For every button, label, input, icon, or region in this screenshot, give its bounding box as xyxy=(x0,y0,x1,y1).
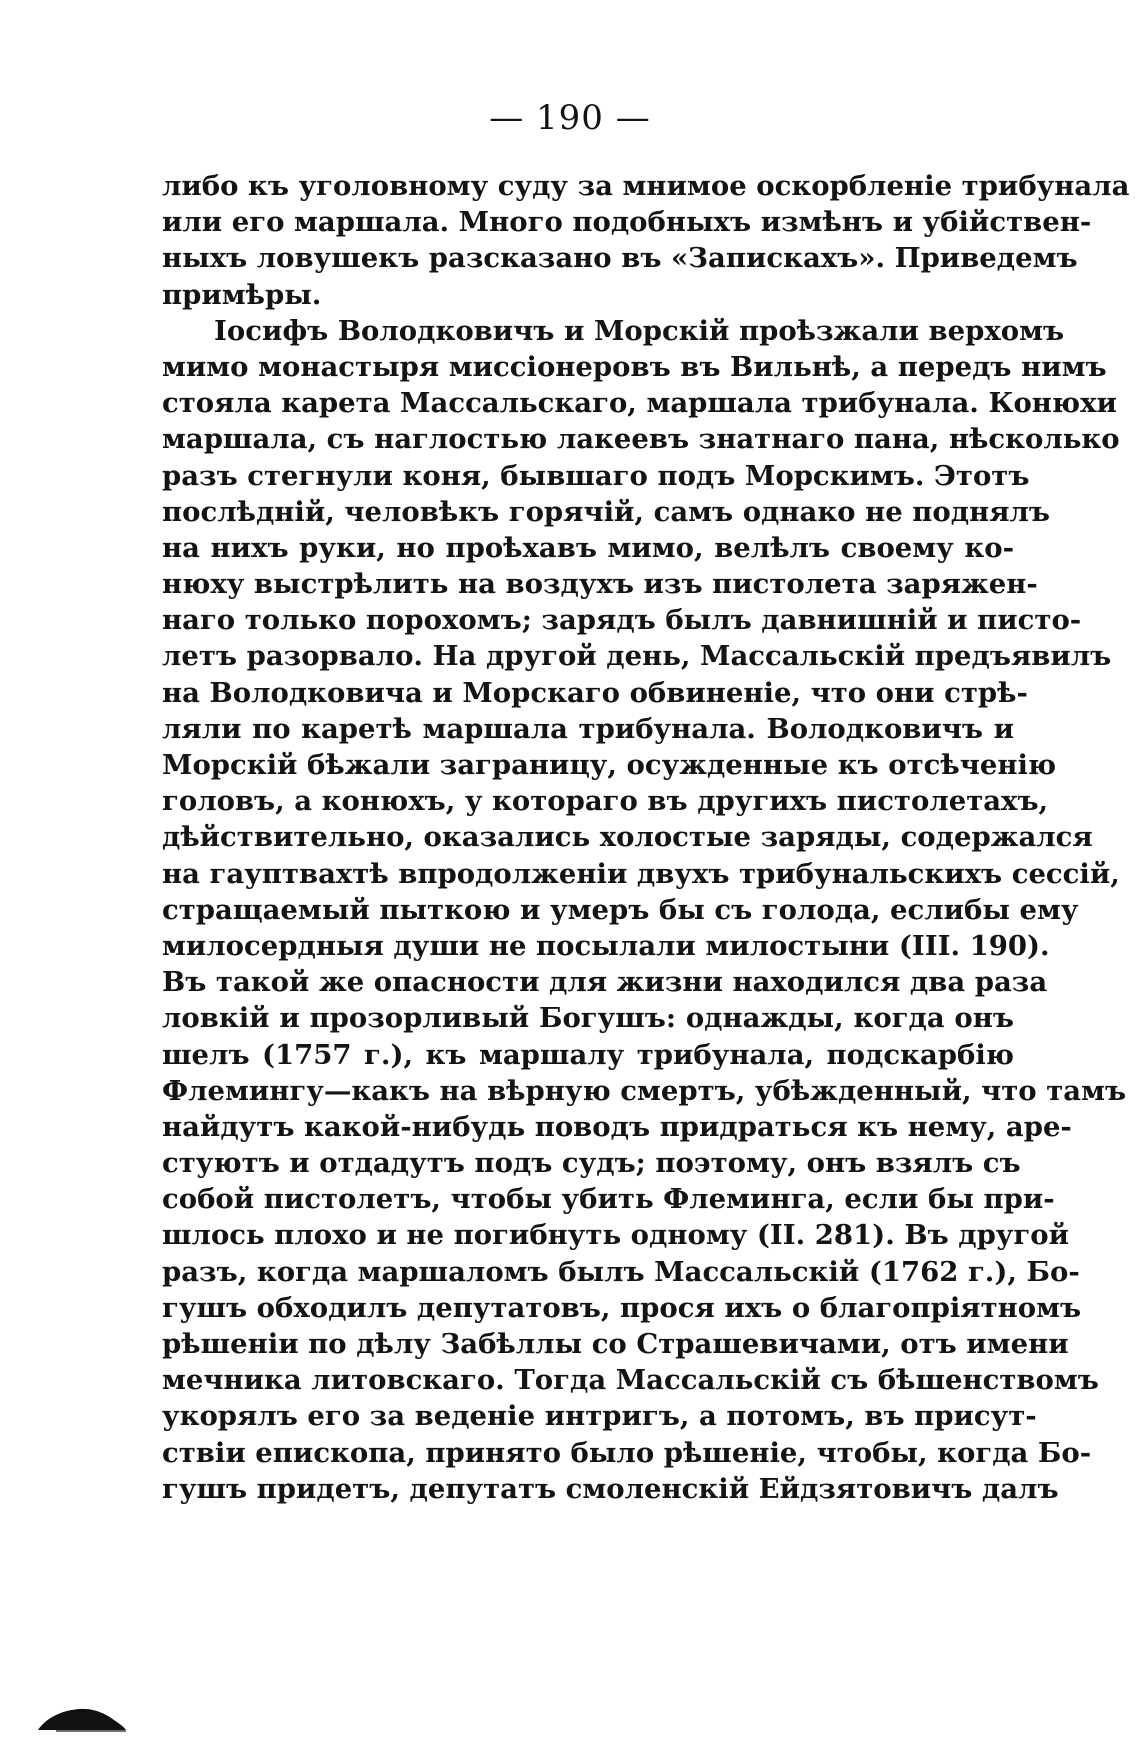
body-text xyxy=(162,168,1130,1507)
text-line: милосердныя души не посылали милостыни (III. 190). xyxy=(162,929,1050,962)
text-line: стояла карета Массальскаго, маршала трибунала. Конюхи xyxy=(162,387,1117,420)
text-line: примѣры. xyxy=(162,278,322,311)
text-line: Въ такой же опасности для жизни находился два раза xyxy=(162,966,1048,999)
text-line: стуютъ и отдадутъ подъ судъ; поэтому, онъ взялъ съ xyxy=(162,1147,1021,1180)
text-line: разъ стегнули коня, бывшаго подъ Морскимъ. Этотъ xyxy=(162,459,1030,492)
text-line: наго только порохомъ; зарядъ былъ давнишній и писто- xyxy=(162,604,1082,637)
text-line: нюху выстрѣлить на воздухъ изъ пистолета заряжен- xyxy=(162,568,1038,601)
text-line: маршала, съ наглостью лакеевъ знатнаго пана, нѣсколько xyxy=(162,423,1120,456)
paragraph-1 xyxy=(162,168,1130,313)
text-line: летъ разорвало. На другой день, Массальскій предъявилъ xyxy=(162,640,1112,673)
text-line: шлось плохо и не погибнуть одному (II. 281). Въ другой xyxy=(162,1219,1070,1252)
text-line: ствіи епископа, принято было рѣшеніе, чтобы, когда Бо- xyxy=(162,1436,1092,1469)
text-line: рѣшеніи по дѣлу Забѣллы со Страшевичами, отъ имени xyxy=(162,1328,1069,1360)
text-line: послѣдній, человѣкъ горячій, самъ однако не поднялъ xyxy=(162,495,1051,528)
text-line: укорялъ его за веденіе интригъ, а потомъ, въ присут- xyxy=(162,1400,1037,1433)
paragraph-2 xyxy=(162,313,1127,1507)
text-line: Флемингу—какъ на вѣрную смертъ, убѣжденный, что тамъ xyxy=(162,1074,1127,1107)
text-line: стращаемый пыткою и умеръ бы съ голода, еслибы ему xyxy=(162,893,1079,926)
text-line: найдутъ какой-нибудь поводъ придраться къ нему, аре- xyxy=(162,1110,1072,1143)
text-line: ныхъ ловушекъ разсказано въ «Запискахъ». Приведемъ xyxy=(162,242,1078,275)
text-line: головъ, а конюхъ, у котораго въ другихъ пистолетахъ, xyxy=(162,785,1049,818)
text-line: или его маршала. Много подобныхъ измѣнъ и убійствен- xyxy=(162,206,1092,239)
text-line: дѣйствительно, оказались холостые заряды, содержался xyxy=(162,821,1093,854)
text-line: гушъ придетъ, депутатъ смоленскій Ейдзятовичъ далъ xyxy=(162,1472,1059,1505)
text-line: гушъ обходилъ депутатовъ, прося ихъ о благопріятномъ xyxy=(162,1291,1082,1324)
text-line: ловкій и прозорливый Богушъ: однажды, когда онъ xyxy=(162,1002,1014,1035)
text-line: либо къ уголовному суду за мнимое оскорбленіе трибунала xyxy=(162,170,1130,202)
text-line: разъ, когда маршаломъ былъ Массальскій (1762 г.), Бо- xyxy=(162,1255,1080,1288)
text-line: ляли по каретѣ маршала трибунала. Володковичъ и xyxy=(162,712,1014,745)
text-line: собой пистолетъ, чтобы убить Флеминга, если бы при- xyxy=(162,1183,1055,1216)
text-line: мимо монастыря миссіонеровъ въ Вильнѣ, а передъ нимъ xyxy=(162,350,1107,383)
text-line: на нихъ руки, но проѣхавъ мимо, велѣлъ своему ко- xyxy=(162,531,1014,564)
text-line: на Володковича и Морскаго обвиненіе, что они стрѣ- xyxy=(162,676,1028,709)
text-line: шелъ (1757 г.), къ маршалу трибунала, подскарбію xyxy=(162,1038,1014,1071)
text-line: Іосифъ Володковичъ и Морскій проѣзжали верхомъ xyxy=(214,314,1065,347)
ink-smudge xyxy=(36,1706,128,1732)
text-line: Морскій бѣжали заграницу, осужденные къ отсѣченію xyxy=(162,749,1057,781)
text-line: мечника литовскаго. Тогда Массальскій съ бѣшенствомъ xyxy=(162,1364,1099,1397)
text-line: на гауптвахтѣ впродолженіи двухъ трибунальскихъ сессій, xyxy=(162,857,1120,890)
page-number: — 190 — xyxy=(489,98,651,138)
